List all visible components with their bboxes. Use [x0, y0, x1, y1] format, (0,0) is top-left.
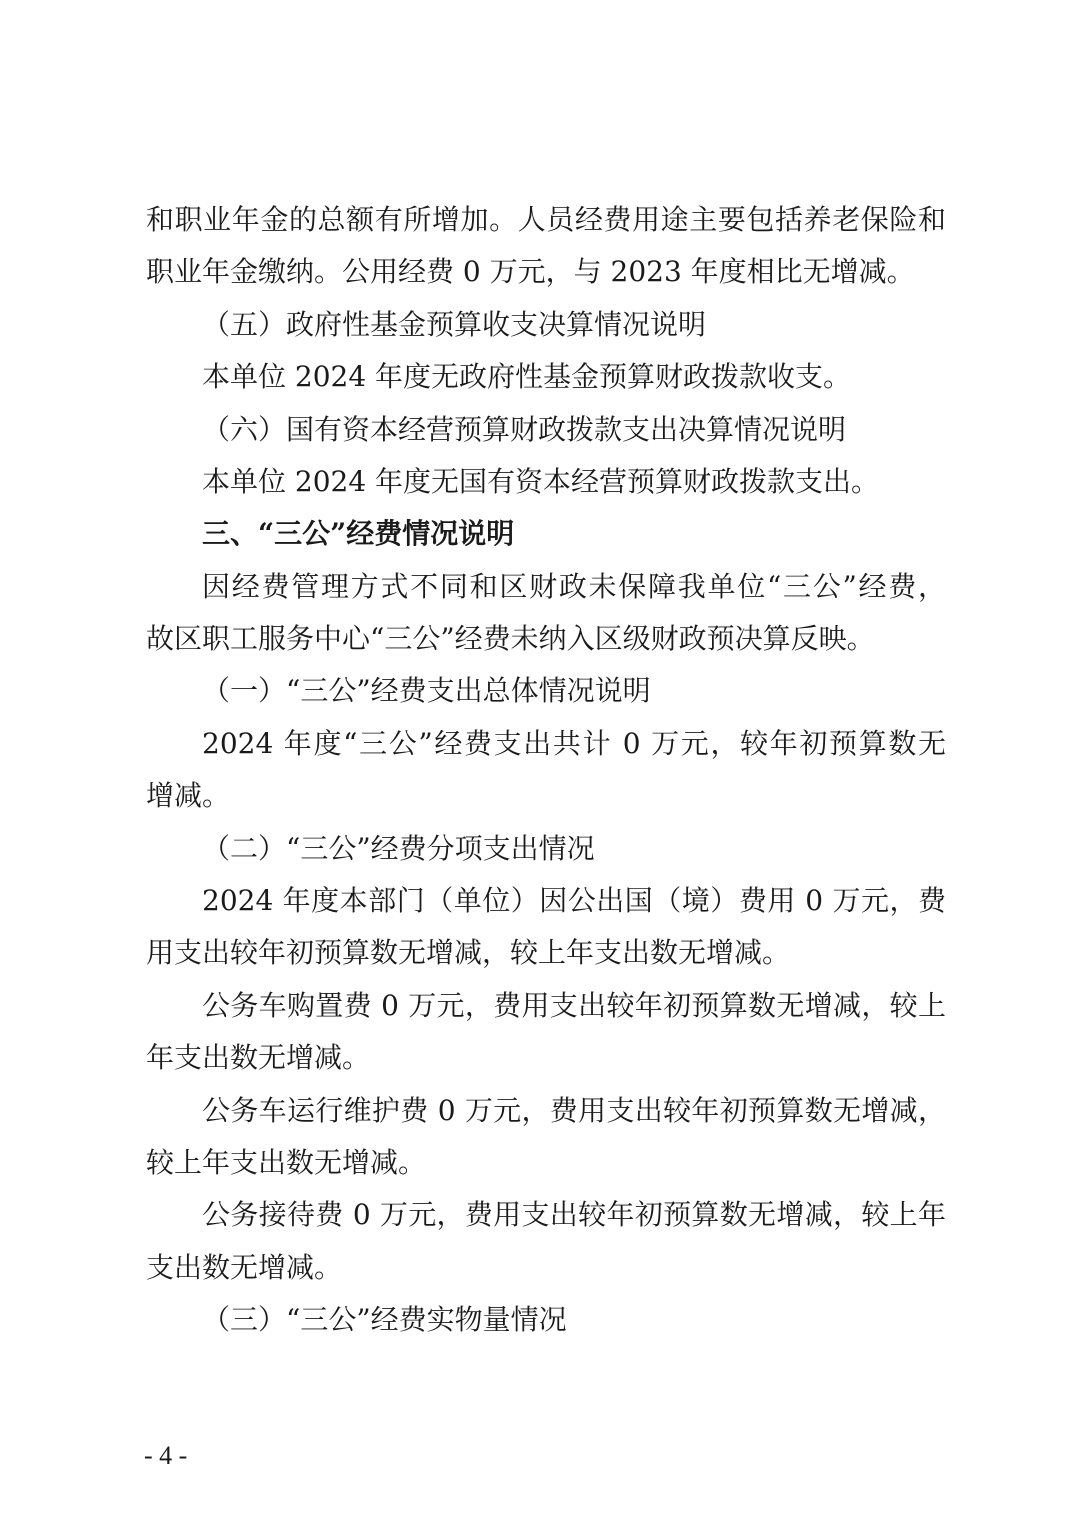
paragraph-line: 年支出数无增减。: [146, 1041, 371, 1074]
paragraph-line: 2024 年度“三公”经费支出共计 0 万元，较年初预算数无: [202, 727, 946, 760]
section-heading: （六）国有资本经营预算财政拨款支出决算情况说明: [202, 413, 847, 446]
paragraph-line: 支出数无增减。: [146, 1251, 343, 1284]
section-heading: （三）“三公”经费实物量情况: [202, 1303, 567, 1336]
paragraph-line: 公务接待费 0 万元，费用支出较年初预算数无增减，较上年: [202, 1198, 946, 1231]
main-heading: 三、“三公”经费情况说明: [202, 517, 515, 550]
paragraph-line: 因经费管理方式不同和区财政未保障我单位“三公”经费，: [202, 570, 946, 603]
paragraph-line: 职业年金缴纳。公用经费 0 万元，与 2023 年度相比无增减。: [146, 255, 915, 288]
section-heading: （一）“三公”经费支出总体情况说明: [202, 674, 651, 707]
paragraph-line: 公务车购置费 0 万元，费用支出较年初预算数无增减，较上: [202, 989, 946, 1022]
paragraph-line: 本单位 2024 年度无政府性基金预算财政拨款收支。: [202, 360, 852, 393]
page-number: - 4 -: [144, 1441, 188, 1470]
paragraph-line: 公务车运行维护费 0 万元，费用支出较年初预算数无增减，: [202, 1094, 946, 1127]
paragraph-line: 2024 年度本部门（单位）因公出国（境）费用 0 万元，费: [202, 884, 946, 917]
section-heading: （二）“三公”经费分项支出情况: [202, 832, 595, 865]
paragraph-line: 用支出较年初预算数无增减，较上年支出数无增减。: [146, 936, 791, 969]
section-heading: （五）政府性基金预算收支决算情况说明: [202, 308, 707, 341]
paragraph-line: 增减。: [146, 779, 231, 812]
paragraph-line: 和职业年金的总额有所增加。人员经费用途主要包括养老保险和: [146, 203, 946, 236]
paragraph-line: 较上年支出数无增减。: [146, 1146, 427, 1179]
paragraph-line: 本单位 2024 年度无国有资本经营预算财政拨款支出。: [202, 465, 880, 498]
paragraph-line: 故区职工服务中心“三公”经费未纳入区级财政预决算反映。: [146, 622, 875, 655]
